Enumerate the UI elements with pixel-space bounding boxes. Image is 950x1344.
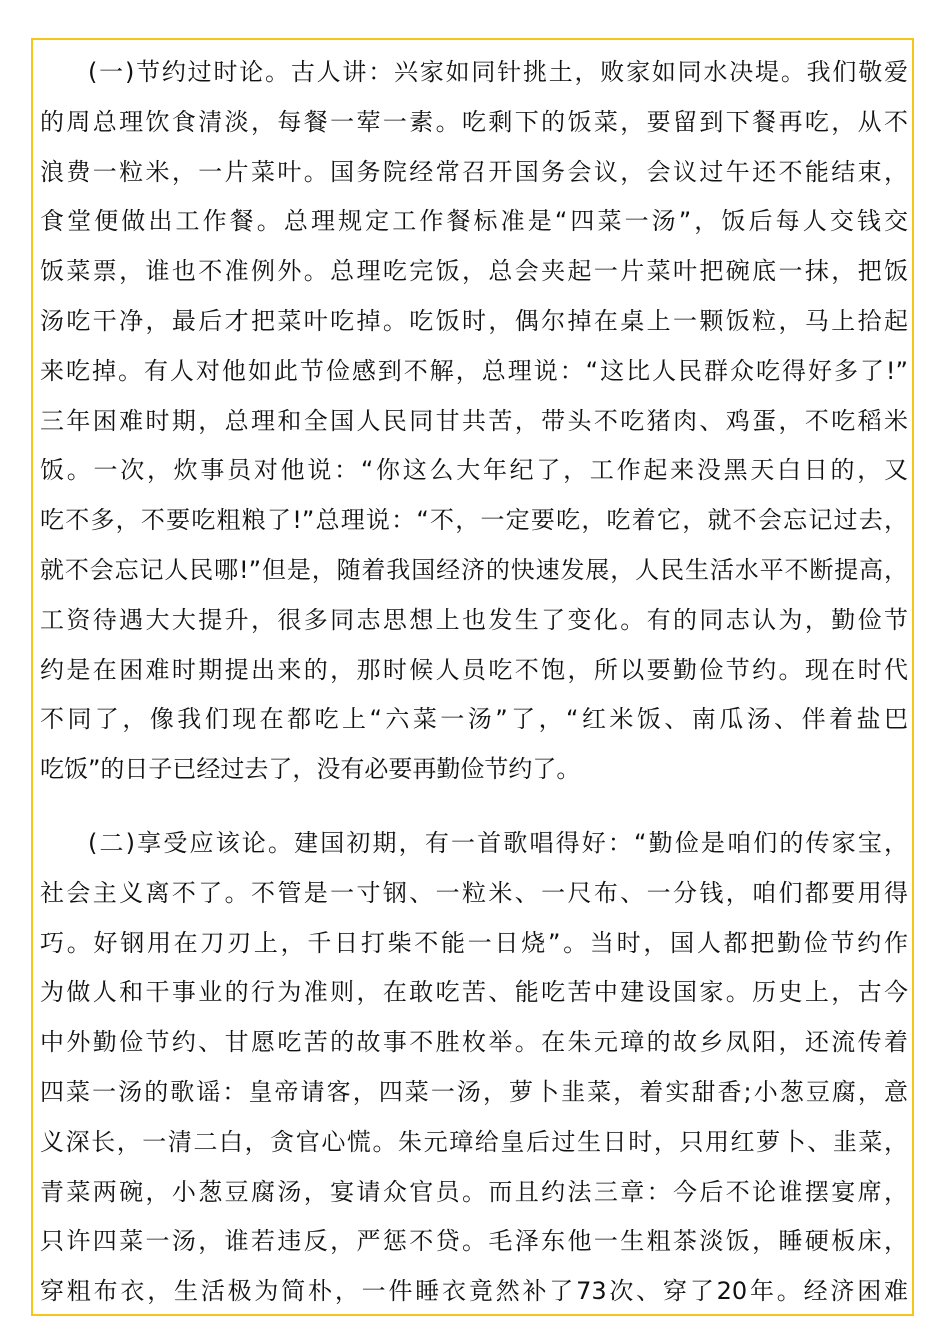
text-line: (一)节约过时论。古人讲：兴家如同针挑土，败家如同水决堤。我们敬爱 (88, 58, 908, 86)
text-line: 社会主义离不了。不管是一寸钢、一粒米、一尺布、一分钱，咱们都要用得 (40, 878, 908, 907)
text-line: 食堂便做出工作餐。总理规定工作餐标准是“四菜一汤”，饭后每人交钱交 (40, 207, 908, 236)
text-line: 约是在困难时期提出来的，那时候人员吃不饱，所以要勤俭节约。现在时代 (40, 655, 908, 684)
paragraph-2 (40, 819, 908, 1317)
text-line: 的周总理饮食清淡，每餐一荤一素。吃剩下的饭菜，要留到下餐再吃，从不 (40, 107, 908, 136)
text-line: 吃饭”的日子已经过去了，没有必要再勤俭节约了。 (40, 755, 581, 784)
text-line: 浪费一粒米，一片菜叶。国务院经常召开国务会议，会议过午还不能结束， (40, 157, 908, 186)
text-line: 吃不多，不要吃粗粮了!”总理说：“不，一定要吃，吃着它，就不会忘记过去， (40, 506, 908, 535)
text-line: 汤吃干净，最后才把菜叶吃掉。吃饭时，偶尔掉在桌上一颗饭粒，马上拾起 (40, 306, 908, 335)
text-line: 不同了，像我们现在都吃上“六菜一汤”了，“红米饭、南瓜汤、伴着盐巴 (40, 705, 908, 734)
paragraph-1 (40, 48, 908, 795)
text-line: 义深长，一清二白，贪官心慌。朱元璋给皇后过生日时，只用红萝卜、韭菜， (40, 1127, 908, 1156)
text-line: 巧。好钢用在刀刃上，千日打柴不能一日烧”。当时，国人都把勤俭节约作 (40, 928, 908, 957)
paragraph-spacer (40, 795, 908, 819)
text-line: 饭。一次，炊事员对他说：“你这么大年纪了，工作起来没黑天白日的，又 (40, 456, 908, 485)
text-line: 只许四菜一汤，谁若违反，严惩不贷。毛泽东他一生粗茶淡饭，睡硬板床， (40, 1227, 908, 1256)
text-line: 穿粗布衣，生活极为简朴，一件睡衣竟然补了73次、穿了20年。经济困难 (40, 1277, 908, 1306)
text-line: 饭菜票，谁也不准例外。总理吃完饭，总会夹起一片菜叶把碗底一抹，把饭 (40, 257, 908, 286)
text-line: 为做人和干事业的行为准则，在敢吃苦、能吃苦中建设国家。历史上，古今 (40, 978, 908, 1007)
text-line: 青菜两碗，小葱豆腐汤，宴请众官员。而且约法三章：今后不论谁摆宴席， (40, 1177, 908, 1206)
text-line: 中外勤俭节约、甘愿吃苦的故事不胜枚举。在朱元璋的故乡凤阳，还流传着 (40, 1028, 908, 1057)
document-body (40, 48, 908, 1317)
text-line: (二)享受应该论。建国初期，有一首歌唱得好：“勤俭是咱们的传家宝， (88, 828, 908, 857)
text-line: 四菜一汤的歌谣：皇帝请客，四菜一汤，萝卜韭菜，着实甜香;小葱豆腐，意 (40, 1077, 908, 1106)
text-line: 来吃掉。有人对他如此节俭感到不解，总理说：“这比人民群众吃得好多了!” (40, 356, 908, 385)
text-line: 工资待遇大大提升，很多同志思想上也发生了变化。有的同志认为，勤俭节 (40, 605, 908, 634)
text-line: 三年困难时期，总理和全国人民同甘共苦，带头不吃猪肉、鸡蛋，不吃稻米 (40, 406, 908, 435)
text-line: 就不会忘记人民哪!”但是，随着我国经济的快速发展，人民生活水平不断提高， (40, 555, 908, 584)
